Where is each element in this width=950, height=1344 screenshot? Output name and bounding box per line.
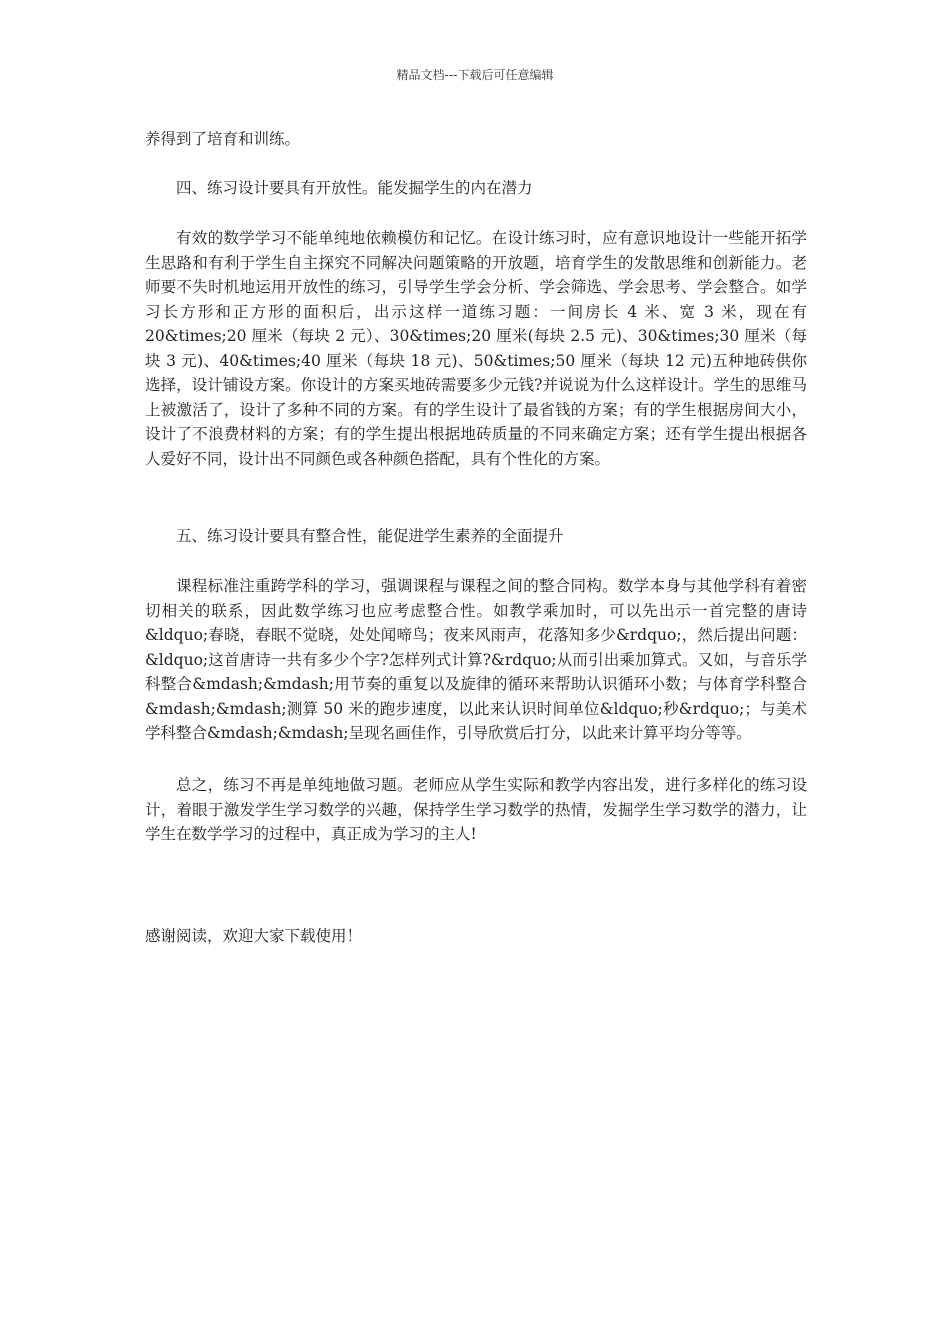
paragraph-open-exercises: 有效的数学学习不能单纯地依赖模仿和记忆。在设计练习时，应有意识地设计一些能开拓学生思路和有利于学生自主探究不同解决问题策略的开放题，培育学生的发散思维和创新能力。老师要不失时机地运用开放性的练习，引导学生学会分析、学会筛选、学会思考、学会整合。如学习长方形和正方形的面积后，出示这样一道练习题：一间房长 4 米、宽 3 米，现在有 20&times;20 厘米（每块 2 元）、30&times;20 厘米(每块 2.5 元)、30&times;30 厘米（每块 3 元)、40&times;40 厘米（每块 18 元)、50&times;50 厘米（每块 12 元)五种地砖供你选择，设计铺设方案。你设计的方案买地砖需要多少元钱?并说说为什么这样设计。学生的思维马上被激活了，设计了多种不同的方案。有的学生设计了最省钱的方案；有的学生根据房间大小，设计了不浪费材料的方案；有的学生提出根据地砖质量的不同来确定方案；还有学生提出根据各人爱好不同，设计出不同颜色或各种颜色搭配，具有个性化的方案。 — [145, 229, 807, 468]
closing-note: 感谢阅读，欢迎大家下载使用！ — [145, 927, 363, 945]
page-header: 精品文档---下载后可任意编辑 — [396, 68, 554, 82]
section-heading-5: 五、练习设计要具有整合性，能促进学生素养的全面提升 — [176, 527, 564, 545]
paragraph-integration: 课程标准注重跨学科的学习，强调课程与课程之间的整合同构。数学本身与其他学科有着密切相关的联系，因此数学练习也应考虑整合性。如教学乘加时，可以先出示一首完整的唐诗&ldquo;春晓，春眠不觉晓，处处闻啼鸟；夜来风雨声，花落知多少&rdquo;，然后提出问题：&ldquo;这首唐诗一共有多少个字?怎样列式计算?&rdquo;从而引出乘加算式。又如，与音乐学科整合&mdash;&mdash;用节奏的重复以及旋律的循环来帮助认识循环小数；与体育学科整合&mdash;&mdash;测算 50 米的跑步速度，以此来认识时间单位&ldquo;秒&rdquo;；与美术学科整合&mdash;&mdash;呈现名画佳作，引导欣赏后打分，以此来计算平均分等等。 — [145, 577, 807, 742]
paragraph-conclusion: 总之，练习不再是单纯地做习题。老师应从学生实际和教学内容出发，进行多样化的练习设计，着眼于激发学生学习数学的兴趣，保持学生学习数学的热情，发掘学生学习数学的潜力，让学生在数学学习的过程中，真正成为学习的主人! — [145, 776, 807, 843]
paragraph-continuation: 养得到了培育和训练。 — [145, 130, 301, 148]
section-heading-4: 四、练习设计要具有开放性。能发掘学生的内在潜力 — [176, 179, 533, 197]
